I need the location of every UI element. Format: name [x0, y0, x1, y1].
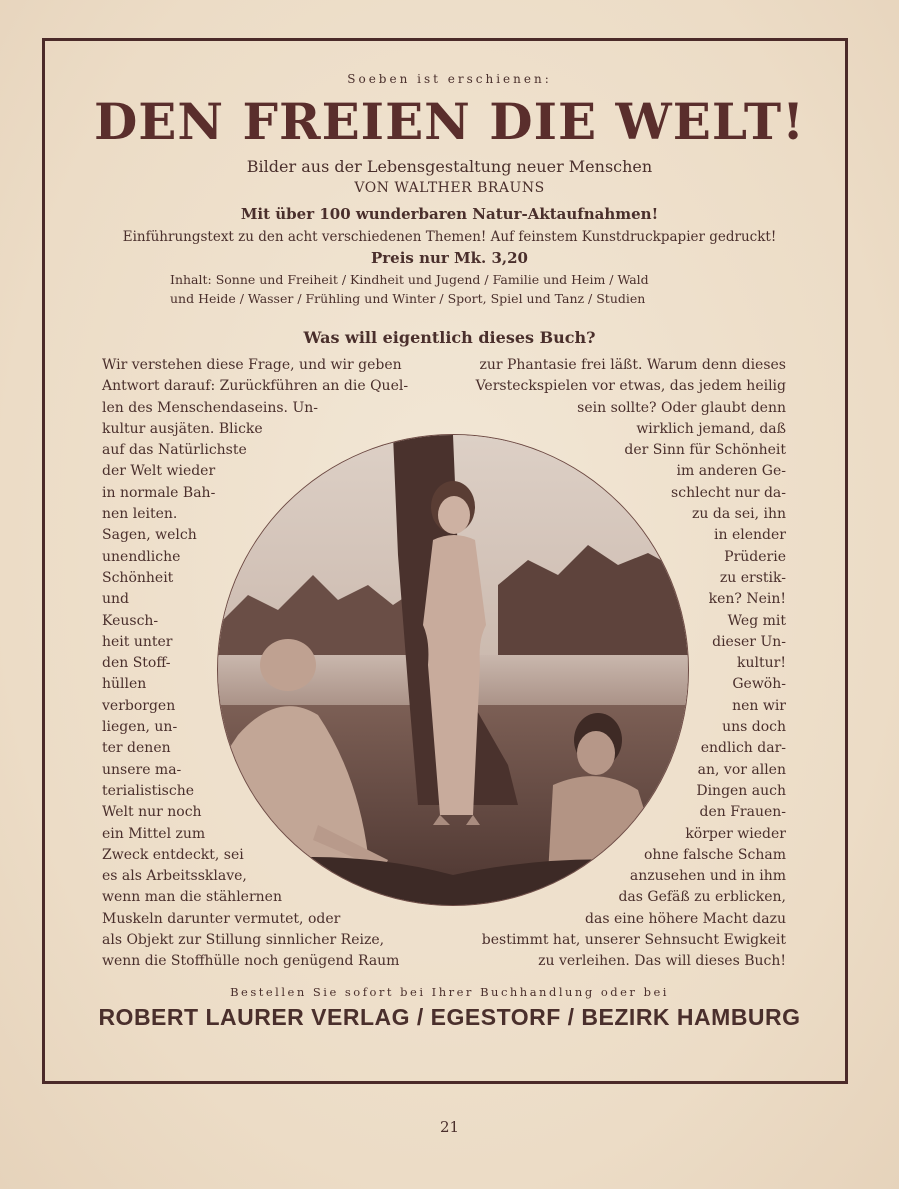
- text-line: in normale Bah-: [102, 484, 216, 501]
- text-line: Keusch-: [102, 612, 159, 629]
- text-line: sein sollte? Oder glaubt denn: [577, 399, 786, 416]
- text-line: Prüderie: [724, 548, 786, 565]
- text-line: der Welt wieder: [102, 463, 216, 480]
- section-heading: Was will eigentlich dieses Buch?: [303, 328, 596, 347]
- text-line: den Frauen-: [699, 804, 786, 821]
- text-line: zu verleihen. Das will dieses Buch!: [538, 953, 786, 970]
- text-line: kultur!: [737, 655, 786, 672]
- text-line: kultur ausjäten. Blicke: [102, 420, 263, 437]
- text-line: zu erstik-: [719, 569, 786, 586]
- publisher-name: ROBERT LAURER VERLAG / EGESTORF / BEZIRK HAMBURG: [98, 1004, 801, 1030]
- text-line: und: [102, 591, 129, 608]
- text-line: Weg mit: [727, 612, 786, 629]
- text-line: körper wieder: [685, 825, 786, 842]
- text-line: in elender: [714, 527, 786, 544]
- text-line: Muskeln darunter vermutet, oder: [102, 910, 341, 927]
- circular-photograph: [218, 435, 688, 905]
- text-line: liegen, un-: [102, 719, 178, 736]
- text-line: den Stoff-: [102, 655, 171, 672]
- text-line: ken? Nein!: [708, 591, 786, 608]
- text-line: verborgen: [102, 697, 176, 714]
- author-line: VON WALTHER BRAUNS: [354, 180, 545, 196]
- text-line: unsere ma-: [102, 761, 182, 778]
- highlight-text: Mit über 100 wunderbaren Natur-Aktaufnahmen!: [240, 205, 659, 223]
- text-line: endlich dar-: [700, 740, 786, 757]
- text-line: schlecht nur da-: [671, 484, 786, 501]
- text-line: der Sinn für Schönheit: [624, 442, 786, 459]
- text-line: Schönheit: [102, 569, 174, 586]
- text-line: das eine höhere Macht dazu: [585, 910, 786, 927]
- text-line: als Objekt zur Stillung sinnlicher Reize,: [102, 932, 385, 949]
- text-line: im anderen Ge-: [676, 463, 786, 480]
- text-line: zu da sei, ihn: [692, 506, 786, 523]
- price-text: Preis nur Mk. 3,20: [370, 249, 528, 267]
- text-line: Dingen auch: [696, 782, 786, 799]
- text-line: ein Mittel zum: [102, 825, 206, 842]
- text-line: Wir verstehen diese Frage, und wir geben: [102, 357, 402, 373]
- text-line: das Gefäß zu erblicken,: [618, 889, 786, 906]
- text-line: anzusehen und in ihm: [629, 868, 786, 885]
- text-line: an, vor allen: [697, 761, 786, 778]
- text-line: wenn die Stoffhülle noch genügend Raum: [102, 953, 400, 970]
- text-line: hüllen: [102, 676, 147, 693]
- contents-block: [170, 270, 730, 308]
- text-line: nen wir: [732, 697, 786, 714]
- intro-text: Einführungstext zu den acht verschiedenen Themen! Auf feinstem Kunstdruckpapier gedruckt!: [122, 229, 777, 245]
- text-line: unendliche: [102, 548, 181, 565]
- text-line: Zweck entdeckt, sei: [102, 846, 244, 863]
- kicker-text: Soeben ist erschienen:: [347, 72, 552, 86]
- text-line: Versteckspielen vor etwas, das jedem heilig: [475, 378, 786, 395]
- text-line: bestimmt hat, unserer Sehnsucht Ewigkeit: [481, 932, 786, 949]
- text-line: auf das Natürlichste: [102, 442, 247, 459]
- text-line: len des Menschendaseins. Un-: [102, 399, 318, 416]
- text-line: ohne falsche Scham: [643, 846, 786, 863]
- text-line: dieser Un-: [712, 633, 786, 650]
- order-instruction: Bestellen Sie sofort bei Ihrer Buchhandlung oder bei: [230, 985, 669, 999]
- text-line: wenn man die stählernen: [102, 889, 282, 906]
- photo-illustration: [218, 435, 688, 905]
- text-line: heit unter: [102, 633, 173, 650]
- text-line: Gewöh-: [732, 676, 786, 693]
- subtitle: Bilder aus der Lebensgestaltung neuer Menschen: [246, 157, 653, 176]
- text-line: terialistische: [102, 782, 194, 799]
- text-line: ter denen: [102, 740, 171, 757]
- text-line: nen leiten.: [102, 506, 178, 523]
- page-number: 21: [439, 1118, 460, 1136]
- contents-line: Inhalt: Sonne und Freiheit / Kindheit und Jugend / Familie und Heim / Wald: [170, 272, 649, 287]
- page-title: DEN FREIEN DIE WELT!: [93, 92, 806, 151]
- text-line: uns doch: [722, 719, 786, 736]
- text-line: Sagen, welch: [102, 527, 197, 544]
- text-line: zur Phantasie frei läßt. Warum denn dieses: [479, 357, 786, 373]
- text-line: Welt nur noch: [102, 804, 202, 821]
- text-line: Antwort darauf: Zurückführen an die Quel-: [102, 378, 409, 395]
- contents-line: und Heide / Wasser / Frühling und Winter / Sport, Spiel und Tanz / Studien: [170, 291, 646, 306]
- text-line: es als Arbeitssklave,: [102, 868, 247, 885]
- text-line: wirklich jemand, daß: [636, 420, 786, 437]
